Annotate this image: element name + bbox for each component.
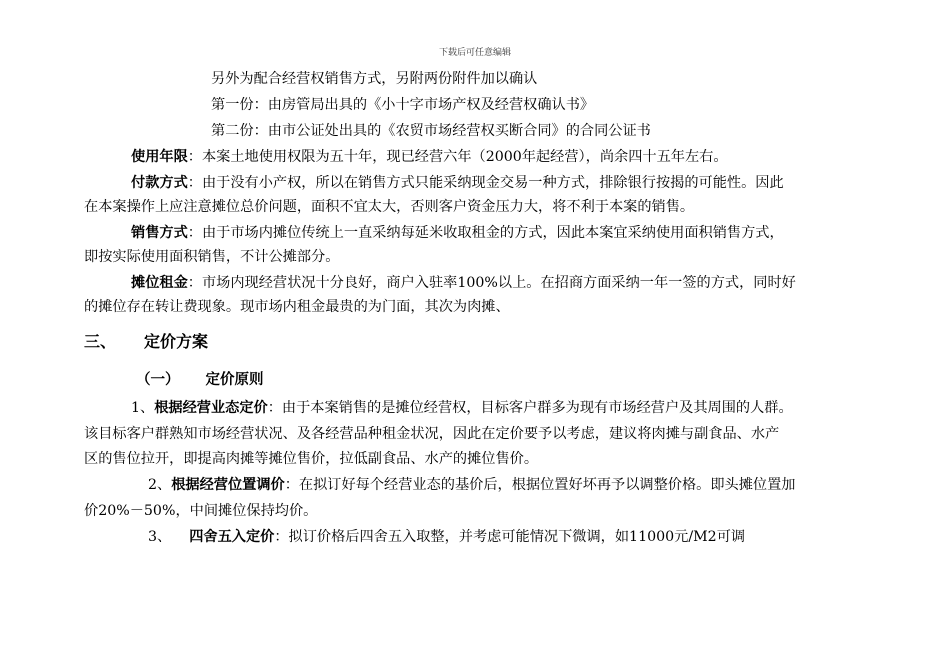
payment-label: 付款方式 (131, 175, 188, 191)
page-header: 下载后可任意编辑 (438, 48, 511, 58)
principle-3-label: 四舍五入定价 (189, 529, 275, 545)
principle-2-text-2: 价20%－50%，中间摊位保持均价。 (84, 503, 318, 519)
principle-1-text-3: 区的售位拉开，即提高肉摊等摊位售价，拉低副食品、水产的摊位售价。 (84, 451, 539, 467)
sales-text-2: 即按实际使用面积销售，不计公摊部分。 (84, 249, 340, 265)
payment-paragraph-line1 (131, 172, 784, 194)
principle-1-label: 根据经营业态定价 (154, 400, 268, 416)
principle-2-line1 (148, 474, 796, 496)
use-term-label: 使用年限 (131, 149, 188, 165)
rent-text-2: 的摊位存在转让费现象。现市场内租金最贵的为门面，其次为肉摊、 (84, 299, 510, 315)
subsection-1-number: （一） (136, 372, 180, 388)
subsection-1-title: 定价原则 (205, 372, 264, 388)
principle-2-text-1: ：在拟订好每个经营业态的基价后，根据位置好坏再予以调整价格。即头摊位置加 (284, 477, 796, 493)
principle-2-number: 2、 (148, 477, 172, 493)
use-term-text: ：本案土地使用权限为五十年，现已经营六年（2000年起经营），尚余四十五年左右。 (187, 149, 728, 165)
rent-text-1: ：市场内现经营状况十分良好，商户入驻率100%以上。在招商方面采纳一年一签的方式，同时好 (187, 275, 796, 291)
section-3-heading (84, 331, 208, 353)
sales-text-1: ：由于市场内摊位传统上一直采纳每延米收取租金的方式，因此本案宜采纳使用面积销售方式， (187, 225, 784, 241)
sales-label: 销售方式 (131, 225, 188, 241)
rent-paragraph-line1 (131, 272, 796, 294)
payment-text-1: ：由于没有小产权，所以在销售方式只能采纳现金交易一种方式，排除银行按揭的可能性。因此 (187, 175, 784, 191)
payment-text-2: 在本案操作上应注意摊位总价问题，面积不宜太大，否则客户资金压力大，将不利于本案的销售。 (84, 199, 695, 215)
section-3-title: 定价方案 (144, 332, 209, 351)
use-term-paragraph (131, 146, 728, 168)
principle-1-text-1: ：由于本案销售的是摊位经营权，目标客户群多为现有市场经营户及其周围的人群。 (267, 400, 793, 416)
principle-2-label: 根据经营位置调价 (171, 477, 285, 493)
section-3-number: 三、 (84, 332, 117, 351)
principle-3-text-1: ：拟订价格后四舍五入取整，并考虑可能情况下微调，如11000元/M2可调 (274, 529, 746, 545)
attachment-second: 第二份：由市公证处出具的《农贸市场经营权买断合同》的合同公证书 (211, 123, 651, 139)
principle-3-number: 3、 (148, 529, 172, 545)
attachment-first: 第一份：由房管局出具的《小十字市场产权及经营权确认书》 (211, 97, 595, 113)
attachment-intro: 另外为配合经营权销售方式，另附两份附件加以确认 (211, 71, 538, 87)
subsection-1-heading (136, 369, 264, 391)
principle-1-line1 (131, 397, 793, 419)
sales-paragraph-line1 (131, 222, 784, 244)
principle-1-text-2: 该目标客户群熟知市场经营状况、及各经营品种租金状况，因此在定价要予以考虑，建议将肉摊与副食品、水产 (84, 426, 780, 442)
principle-3-line1 (148, 526, 745, 548)
principle-1-number: 1、 (131, 400, 155, 416)
rent-label: 摊位租金 (131, 275, 188, 291)
